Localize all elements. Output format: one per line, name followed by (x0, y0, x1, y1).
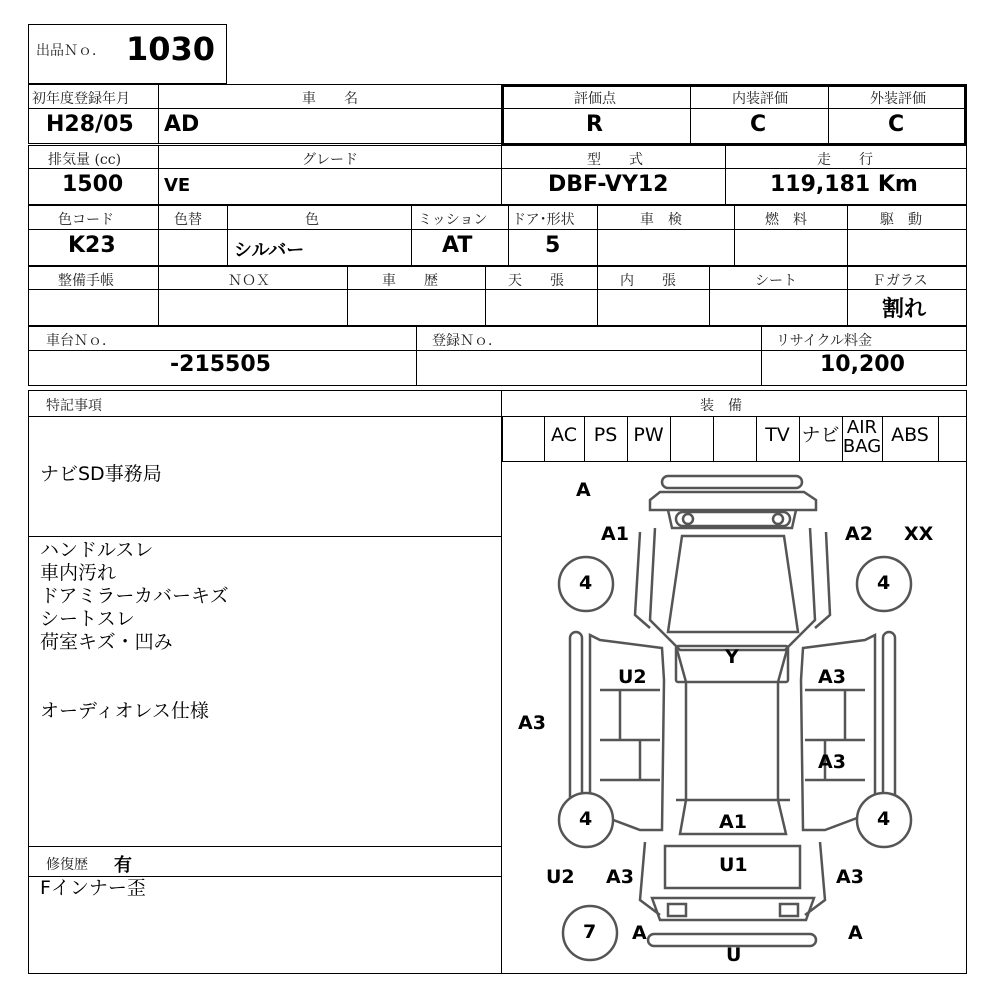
mark-left-front-door: U2 (618, 666, 647, 688)
nox-label: ＮＯＸ (228, 273, 270, 289)
tire-rr: 4 (877, 808, 891, 830)
color-code-value: K23 (68, 233, 116, 258)
door-label: ドア･形状 (512, 212, 575, 228)
fglass-value: 割れ (882, 297, 927, 322)
seat-label: シート (755, 273, 797, 289)
interior-label: 内装評価 (732, 91, 788, 107)
door-value: 5 (545, 233, 561, 258)
notes-line-3: シートスレ (40, 608, 135, 630)
mark-right-rear-quarter: A3 (836, 866, 864, 888)
score-value: R (586, 112, 603, 137)
mark-left-rear-corner: U2 (546, 866, 575, 888)
equipment-item: AC (551, 424, 577, 446)
color-label: 色 (305, 212, 319, 228)
mark-roof: Y (725, 646, 739, 668)
tire-fl: 4 (579, 572, 593, 594)
mark-tailgate: U1 (719, 854, 748, 876)
first-reg-label: 初年度登録年月 (32, 91, 130, 107)
mileage-value: 119,181 Km (770, 172, 918, 197)
repair-note: Fインナー歪 (40, 877, 146, 899)
car-name-label: 車 名 (302, 91, 358, 107)
equipment-item: TV (765, 424, 790, 446)
fuel-label: 燃 料 (765, 212, 807, 228)
lot-number-label: 出品Ｎｏ． (36, 43, 106, 59)
first-reg-value: H28/05 (46, 112, 134, 137)
equipment-item: ナビ (801, 424, 840, 446)
repair-value: 有 (114, 855, 132, 876)
notes-line1: ナビSD事務局 (40, 463, 162, 485)
recycle-label: リサイクル料金 (776, 333, 873, 349)
color-value: シルバー (234, 240, 305, 261)
notes-line-4: 荷室キズ・凹み (40, 631, 173, 653)
mileage-label: 走 行 (817, 152, 873, 168)
inspection-label: 車 検 (640, 212, 682, 228)
mark-front-left: A1 (601, 523, 629, 545)
equipment-item: AIR BAG (842, 417, 882, 457)
notes-line-extra: オーディオレス仕様 (40, 700, 209, 722)
mark-windshield: XX (904, 523, 934, 545)
grade-label: グレード (302, 152, 358, 168)
mark-rear-bumper-right: A (848, 922, 863, 944)
model-label: 型 式 (587, 152, 643, 168)
repair-label: 修復歴 (46, 857, 88, 873)
tires (559, 557, 911, 960)
interior-value: C (750, 112, 767, 137)
mission-value: AT (442, 233, 473, 258)
tire-spare: 7 (583, 921, 597, 943)
mark-left-side: A3 (518, 712, 546, 734)
reg-no-label: 登録Ｎｏ． (432, 333, 502, 349)
exterior-label: 外装評価 (870, 91, 926, 107)
history-label: 車 歴 (382, 273, 438, 289)
notes-line-1: 車内汚れ (40, 562, 117, 584)
chassis-value: -215505 (170, 352, 271, 377)
fglass-label: Ｆガラス (872, 273, 928, 289)
grade-value: VE (164, 175, 191, 196)
equipment-item: ABS (891, 424, 929, 446)
maintenance-label: 整備手帳 (58, 273, 114, 289)
equipment-label: 装 備 (700, 398, 742, 414)
notes-line-2: ドアミラーカバーキズ (40, 585, 229, 607)
color-change-label: 色替 (174, 212, 202, 228)
tire-rl: 4 (579, 808, 593, 830)
chassis-label: 車台Ｎｏ． (46, 333, 116, 349)
mark-right-front-door: A3 (818, 666, 846, 688)
color-code-label: 色コード (58, 212, 114, 228)
displacement-value: 1500 (62, 172, 124, 197)
score-label: 評価点 (574, 91, 616, 107)
interior-trim-label: 内 張 (620, 273, 676, 289)
mark-front-bumper: A (576, 479, 591, 501)
tire-fr: 4 (877, 572, 891, 594)
roof-label: 天 張 (508, 273, 564, 289)
mark-right-rear-door: A3 (818, 751, 846, 773)
displacement-label: 排気量 (cc) (48, 152, 122, 168)
mark-left-rear-quarter: A3 (606, 866, 634, 888)
mission-label: ミッション (418, 212, 488, 228)
car-name-value: AD (164, 112, 200, 137)
recycle-value: 10,200 (820, 352, 905, 377)
mark-rear-bumper-left: A (632, 922, 647, 944)
notes-line-0: ハンドルスレ (40, 539, 154, 561)
mark-front-right: A2 (845, 523, 873, 545)
lot-number: 1030 (126, 30, 216, 68)
model-value: DBF-VY12 (548, 172, 669, 197)
equipment-item: PS (593, 424, 618, 446)
drive-label: 駆 動 (880, 212, 922, 228)
notes-label: 特記事項 (46, 398, 102, 414)
exterior-value: C (888, 112, 905, 137)
equipment-item: PW (633, 424, 664, 446)
mark-rear-bumper: U (726, 944, 742, 966)
mark-rear-floor: A1 (719, 811, 747, 833)
